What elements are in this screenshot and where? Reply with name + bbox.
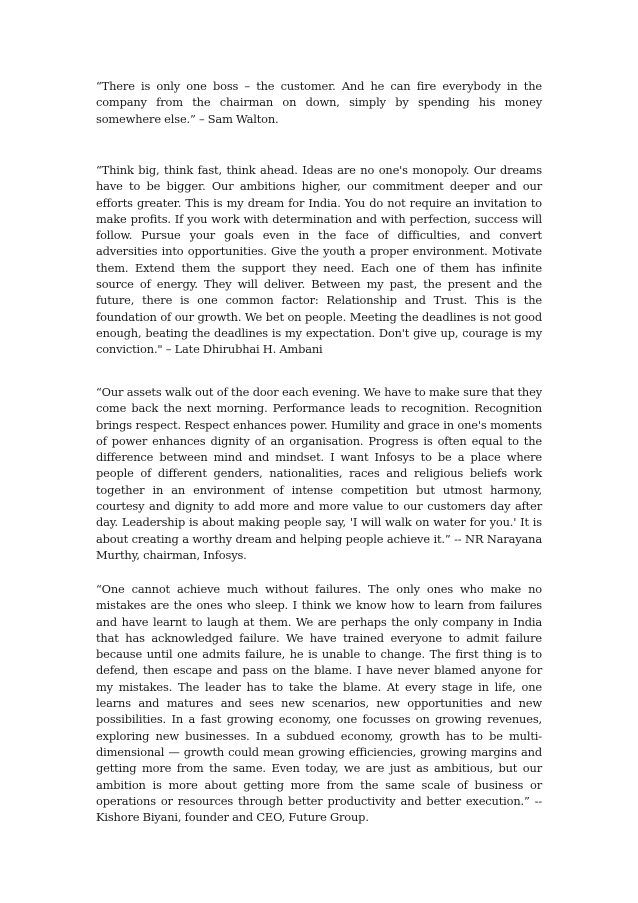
quote-narayana-murthy: “Our assets walk out of the door each evening. We have to make sure that they come back the next morning. Performance leads to recognition. Recognition brings respect. Respect enhances power. Humility and grace in one's moments of power enhances dignity of an organisation. Progress is often equal to the difference between mind and mindset. I want Infosys to be a place where people of different genders, nationalities, races and religious beliefs work together in an environment of intense competition but utmost harmony, courtesy and dignity to add more and more value to our customers day after day. Leadership is about making people say, 'I will walk on water for you.' It is about creating a worthy dream and helping people achieve it.” -- NR Narayana Murthy, chairman, Infosys. <box>96 385 542 562</box>
quote-sam-walton: “There is only one boss – the customer. And he can fire everybody in the company from the chairman on down, simply by spending his money somewhere else.” – Sam Walton. <box>96 79 542 126</box>
quote-kishore-biyani: “One cannot achieve much without failures. The only ones who make no mistakes are the ones who sleep. I think we know how to learn from failures and have learnt to laugh at them. We are perhaps the only company in India that has acknowledged failure. We have trained everyone to admit failure because until one admits failure, he is unable to change. The first thing is to defend, then escape and pass on the blame. I have never blamed anyone for my mistakes. The leader has to take the blame. At every stage in life, one learns and matures and sees new scenarios, new opportunities and new possibilities. In a fast growing economy, one focusses on growing revenues, exploring new businesses. In a subdued economy, growth has to be multi-dimensional — growth could mean growing efficiencies, growing margins and getting more from the same. Even today, we are just as ambitious, but our ambition is more about getting more from the same scale of business or operations or resources through better productivity and better execution.” -- Kishore Biyani, founder and CEO, Future Group. <box>96 582 542 825</box>
quote-dhirubhai-ambani: “Think big, think fast, think ahead. Ideas are no one's monopoly. Our dreams have to be bigger. Our ambitions higher, our commitment deeper and our efforts greater. This is my dream for India. You do not require an invitation to make profits. If you work with determination and with perfection, success will follow. Pursue your goals even in the face of difficulties, and convert adversities into opportunities. Give the youth a proper environment. Motivate them. Extend them the support they need. Each one of them has infinite source of energy. They will deliver. Between my past, the present and the future, there is one common factor: Relationship and Trust. This is the foundation of our growth. We bet on people. Meeting the deadlines is not good enough, beating the deadlines is my expectation. Don't give up, courage is my conviction." – Late Dhirubhai H. Ambani <box>96 163 542 357</box>
